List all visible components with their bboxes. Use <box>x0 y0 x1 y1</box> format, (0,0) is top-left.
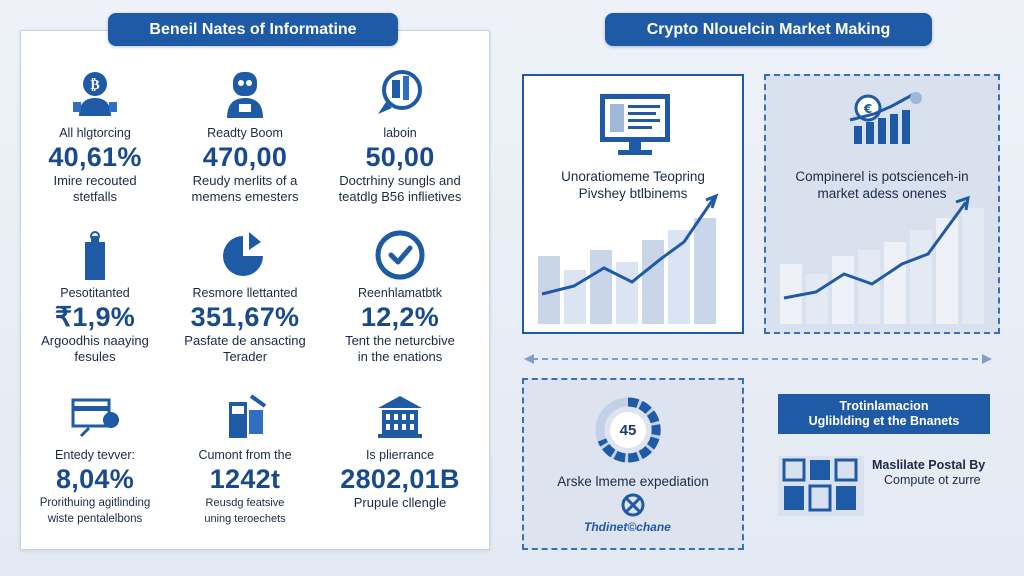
info-badge <box>778 394 990 434</box>
stat-label: Entedy tevver: <box>55 448 135 462</box>
network-globe-icon <box>372 68 428 122</box>
stat-value: 470,00 <box>202 142 288 172</box>
stat-desc: Tent the neturcbive <box>345 333 455 348</box>
stat-value: 40,61% <box>48 142 142 172</box>
stat-item <box>325 68 475 205</box>
stat-label: Resmore llettanted <box>192 286 298 300</box>
card-3-logo-text: Thdinet©chane <box>584 520 671 534</box>
stat-item <box>20 68 170 205</box>
badge-line2: Ugliblding et the Bnanets <box>808 414 960 428</box>
stat-label: laboin <box>383 126 417 140</box>
stat-value: 1242t <box>209 464 281 494</box>
stat-desc: Doctrhiny sungls and <box>339 173 461 188</box>
stat-label: Is plierrance <box>365 448 435 462</box>
card-payment-icon <box>67 390 123 444</box>
section-divider <box>522 352 994 366</box>
stat-desc: Pasfate de ansacting <box>184 333 306 348</box>
stat-label: Cumont from the <box>198 448 292 462</box>
growth-bar-chart-illustration <box>534 190 734 330</box>
stat-desc: Terader <box>222 349 268 364</box>
card-1-line1: Unoratiomeme Teopring <box>561 169 705 184</box>
stat-desc: Argoodhis naaying <box>41 333 149 348</box>
stat-item <box>20 228 170 365</box>
stat-desc: Imire recouted <box>53 173 137 188</box>
stat-desc: Prupule cllengle <box>353 495 447 510</box>
stat-desc: Prorithuing agitlinding <box>39 497 151 509</box>
card-2-line1: Compinerel is potscienceh-in <box>795 169 969 184</box>
stat-desc: in the enations <box>357 349 443 364</box>
stat-label: Pesotitanted <box>60 286 130 300</box>
badge-line1: Trotinlamacion <box>839 399 929 413</box>
expectation-card <box>522 378 744 550</box>
market-card-1 <box>522 74 744 334</box>
bitcoin-person-icon <box>67 68 123 122</box>
left-panel-title: Beneil Nates of Informatine <box>108 13 398 46</box>
stat-item <box>170 228 320 365</box>
card-2-line2: market adess onenes <box>817 186 947 201</box>
pie-chart-icon <box>217 228 273 282</box>
stat-value: 2802,01B <box>340 464 460 494</box>
right-panel-title: Crypto Nlouelcin Market Making <box>605 13 932 46</box>
stat-desc: Reusdg featsive <box>205 497 285 509</box>
stat-value: 8,04% <box>55 464 135 494</box>
stat-desc: teatdlg B56 inflietives <box>338 189 462 204</box>
stat-item <box>318 390 482 511</box>
side-note-line2: Compute ot zurre <box>884 473 981 487</box>
stat-value: 351,67% <box>190 302 300 332</box>
growth-bar-chart-illustration <box>776 190 990 330</box>
bank-icon <box>372 390 428 444</box>
gauge-value: 45 <box>619 422 637 439</box>
stat-desc: uning teroechets <box>204 513 286 525</box>
robot-icon <box>217 68 273 122</box>
card-3-text: Arske lmeme expediation <box>557 474 709 489</box>
side-note-line1: Maslilate Postal By <box>872 458 986 472</box>
market-card-2 <box>764 74 1000 334</box>
battery-lock-icon <box>67 228 123 282</box>
building-grid-icon <box>776 450 866 520</box>
stat-value: 12,2% <box>360 302 440 332</box>
stat-label: Readty Boom <box>207 126 283 140</box>
card-1-line2: Pivshey btlbinems <box>578 186 688 201</box>
stat-label: Reenhlamatbtk <box>357 286 443 300</box>
stat-item <box>170 390 320 527</box>
stat-desc: memens emesters <box>191 189 299 204</box>
logo-icon <box>618 492 648 518</box>
stat-desc: Reudy merlits of a <box>192 173 298 188</box>
svg-text:₿: ₿ <box>90 77 100 93</box>
stat-desc: stetfalls <box>72 189 118 204</box>
svg-text:€: € <box>863 102 873 116</box>
stat-value: 50,00 <box>365 142 435 172</box>
stat-item <box>170 68 320 205</box>
monitor-icon <box>596 90 674 160</box>
atm-icon <box>217 390 273 444</box>
check-circle-icon <box>372 228 428 282</box>
stat-value: ₹1,9% <box>54 302 136 332</box>
growth-chart-icon <box>844 84 928 150</box>
stat-desc: fesules <box>74 349 116 364</box>
stat-label: All hlgtorcing <box>59 126 131 140</box>
stat-item <box>20 390 170 527</box>
stat-item <box>325 228 475 365</box>
stat-desc: wiste pentalelbons <box>47 513 143 525</box>
